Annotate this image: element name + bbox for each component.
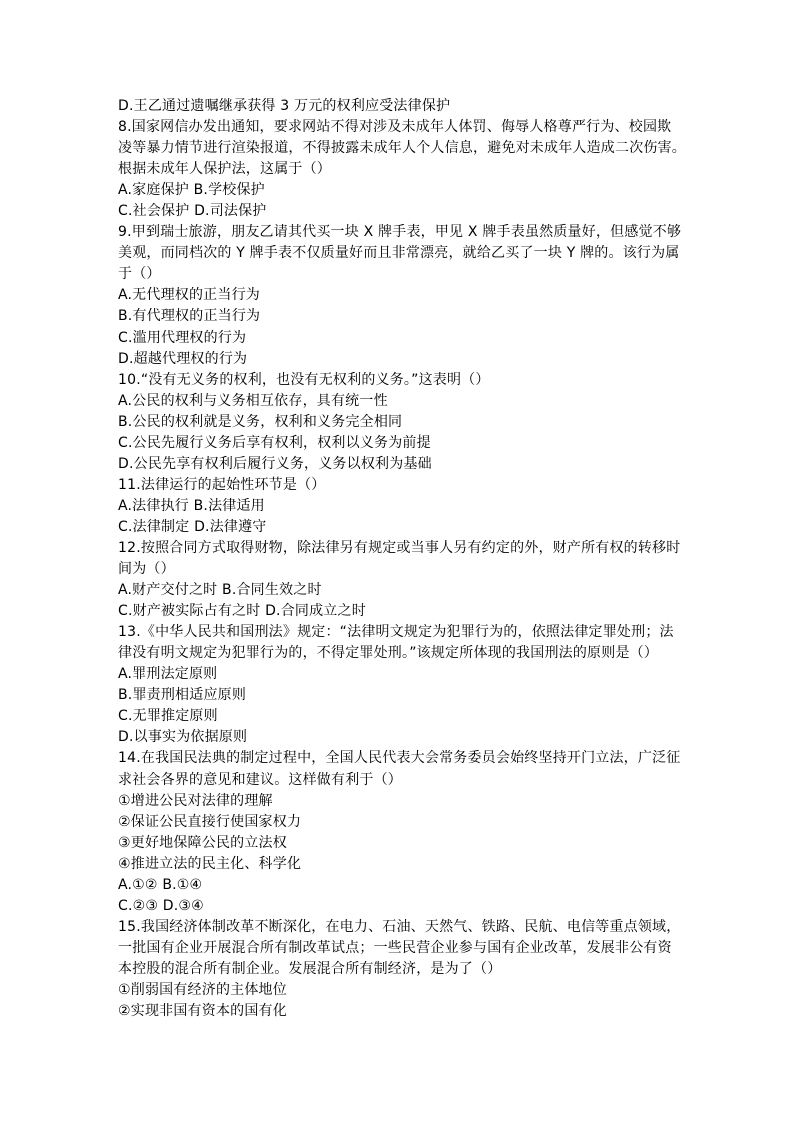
question-15-statement-2: ②实现非国有资本的国有化	[118, 1003, 287, 1020]
question-9-line-3: 于（）	[118, 266, 161, 283]
question-13-option-d: D.以事实为依据原则	[118, 729, 248, 746]
question-10-option-a: A.公民的权利与义务相互依存，具有统一性	[118, 392, 388, 409]
question-10-option-d: D.公民先享有权利后履行义务，义务以权利为基础	[118, 455, 432, 472]
question-13-line-1: 13.《中华人民共和国刑法》规定：“法律明文规定为犯罪行为的，依照法律定罪处刑；法	[118, 624, 674, 641]
question-9-option-c: C.滥用代理权的行为	[118, 329, 247, 346]
question-8-options-cd: C.社会保护 D.司法保护	[118, 203, 267, 220]
question-13-option-b: B.罪责刑相适应原则	[118, 687, 247, 704]
question-15-statement-1: ①削弱国有经济的主体地位	[118, 981, 287, 998]
question-12-line-2: 间为（）	[118, 561, 175, 578]
question-10-option-c: C.公民先履行义务后享有权利，权利以义务为前提	[118, 434, 431, 451]
question-13-option-c: C.无罪推定原则	[118, 708, 218, 725]
question-12-line-1: 12.按照合同方式取得财物，除法律另有规定或当事人另有约定的外，财产所有权的转移时	[118, 539, 681, 556]
question-14-statement-1: ①增进公民对法律的理解	[118, 792, 273, 809]
question-13-line-2: 律没有明文规定为犯罪行为的，不得定罪处刑。”该规定所体现的我国刑法的原则是（）	[118, 645, 659, 662]
question-9-option-a: A.无代理权的正当行为	[118, 287, 260, 304]
question-9-line-2: 美观，而同档次的 Y 牌手表不仅质量好而且非常漂亮，就给乙买了一块 Y 牌的。该行为属	[118, 245, 680, 262]
question-14-options-cd: C.②③ D.③④	[118, 897, 204, 914]
document-page	[118, 96, 686, 1022]
question-11-options-cd: C.法律制定 D.法律遵守	[118, 518, 267, 535]
question-9-line-1: 9.甲到瑞士旅游，朋友乙请其代买一块 X 牌手表，甲见 X 牌手表虽然质量好，但感觉不够	[118, 224, 682, 241]
question-12-options-cd: C.财产被实际占有之时 D.合同成立之时	[118, 603, 366, 620]
question-8-options-ab: A.家庭保护 B.学校保护	[118, 182, 265, 199]
question-11-options-ab: A.法律执行 B.法律适用	[118, 497, 265, 514]
question-10-option-b: B.公民的权利就是义务，权利和义务完全相同	[118, 413, 403, 430]
question-11-stem: 11.法律运行的起始性环节是（）	[118, 476, 326, 493]
question-10-stem: 10.“没有无义务的权利，也没有无权利的义务。”这表明（）	[118, 371, 490, 388]
question-14-options-ab: A.①② B.①④	[118, 876, 203, 893]
question-13-option-a: A.罪刑法定原则	[118, 666, 218, 683]
question-14-statement-2: ②保证公民直接行使国家权力	[118, 813, 302, 830]
question-9-option-d: D.超越代理权的行为	[118, 350, 248, 367]
question-15-line-1: 15.我国经济体制改革不断深化，在电力、石油、天然气、铁路、民航、电信等重点领域，	[118, 918, 681, 935]
question-14-statement-4: ④推进立法的民主化、科学化	[118, 855, 302, 872]
question-15-line-2: 一批国有企业开展混合所有制改革试点；一些民营企业参与国有企业改革，发展非公有资	[118, 939, 672, 956]
question-14-line-2: 求社会各界的意见和建议。这样做有利于（）	[118, 771, 402, 788]
question-14-line-1: 14.在我国民法典的制定过程中，全国人民代表大会常务委员会始终坚持开门立法，广泛征	[118, 750, 681, 767]
question-8-line-3: 根据未成年人保护法，这属于（）	[118, 161, 331, 178]
question-14-statement-3: ③更好地保障公民的立法权	[118, 834, 287, 851]
question-15-line-3: 本控股的混合所有制企业。发展混合所有制经济，是为了（）	[118, 960, 502, 977]
question-12-options-ab: A.财产交付之时 B.合同生效之时	[118, 582, 322, 599]
question-8-line-2: 凌等暴力情节进行渲染报道，不得披露未成年人个人信息，避免对未成年人造成二次伤害。	[118, 140, 686, 157]
question-9-option-b: B.有代理权的正当行为	[118, 308, 261, 325]
question-8-line-1: 8.国家网信办发出通知，要求网站不得对涉及未成年人体罚、侮辱人格尊严行为、校园欺	[118, 119, 672, 136]
text-line: D.王乙通过遗嘱继承获得 3 万元的权利应受法律保护	[118, 98, 451, 114]
